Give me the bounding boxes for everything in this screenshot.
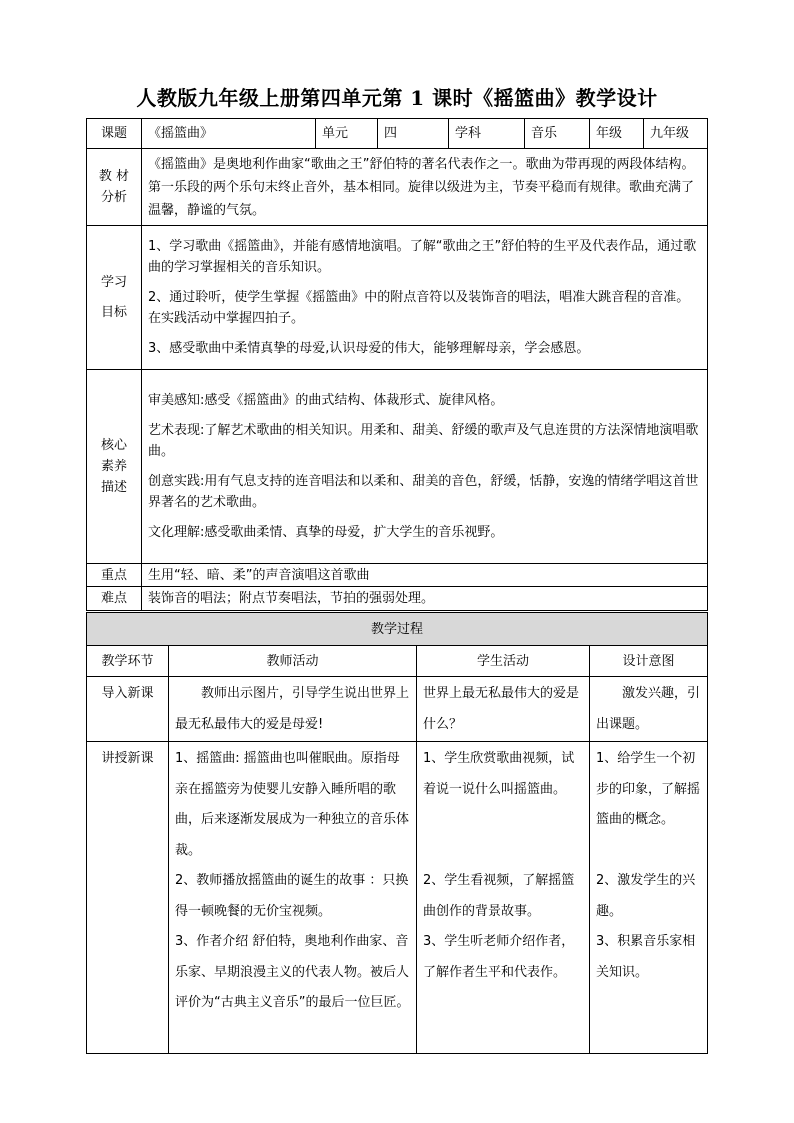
literacy-item: 审美感知:感受《摇篮曲》的曲式结构、体裁形式、旋律风格。 xyxy=(148,393,504,408)
key-point-row xyxy=(87,564,708,587)
key-point-label: 重点 xyxy=(87,564,142,587)
intro-teacher: 教师出示图片，引导学生说出世界上最无私最伟大的爱是母爱! xyxy=(169,677,417,742)
teacher-step: 3、作者介绍 舒伯特，奥地利作曲家、音乐家、早期浪漫主义的代表人物。被后人评价为“古典主义音乐”的最后一位巨匠。 xyxy=(175,934,410,1010)
intro-intent: 激发兴趣，引出课题。 xyxy=(590,677,708,742)
column-header: 教师活动 xyxy=(169,646,417,677)
objectives-label-line1: 学习 xyxy=(100,275,127,290)
subject-label: 学科 xyxy=(449,119,525,149)
student-step: 1、学生欣赏歌曲视频，试着说一说什么叫摇篮曲。 xyxy=(423,751,575,797)
teach-student-cell xyxy=(417,742,590,1054)
difficulty-label: 难点 xyxy=(87,587,142,611)
process-columns-row xyxy=(87,646,708,677)
teach-intent-cell xyxy=(590,742,708,1054)
intro-stage: 导入新课 xyxy=(87,677,169,742)
unit-value: 四 xyxy=(378,119,449,149)
info-row xyxy=(87,119,708,149)
unit-label: 单元 xyxy=(316,119,378,149)
objectives-label-line2: 目标 xyxy=(100,305,127,320)
literacy-item: 文化理解:感受歌曲柔情、真挚的母爱，扩大学生的音乐视野。 xyxy=(148,525,504,540)
literacy-item: 艺术表现:了解艺术歌曲的相关知识。用柔和、甜美、舒缓的歌声及气息连贯的方法深情地演唱歌曲。 xyxy=(148,423,699,459)
key-point-text: 生用“轻、暗、柔”的声音演唱这首歌曲 xyxy=(142,564,708,587)
student-step: 2、学生看视频，了解摇篮曲创作的背景故事。 xyxy=(423,873,575,919)
intent-step: 3、积累音乐家相关知识。 xyxy=(596,934,696,980)
literacy-label-line1: 核心 xyxy=(100,438,127,453)
subject-value: 音乐 xyxy=(525,119,590,149)
analysis-text: 《摇篮曲》是奥地利作曲家“歌曲之王”舒伯特的著名代表作之一。歌曲为带再现的两段体结构。第一乐段的两个乐句末终止音外，基本相同。旋律以级进为主，节奏平稳而有规律。歌曲充满了温馨，静谧的气氛。 xyxy=(142,149,708,226)
teaching-process-table xyxy=(86,612,708,1054)
process-heading: 教学过程 xyxy=(87,613,708,646)
literacy-cell xyxy=(142,370,708,564)
grade-label: 年级 xyxy=(590,119,644,149)
intent-step: 2、激发学生的兴趣。 xyxy=(596,873,696,919)
student-step: 3、学生听老师介绍作者，了解作者生平和代表作。 xyxy=(423,934,575,980)
lesson-value: 《摇篮曲》 xyxy=(142,119,316,149)
teach-row xyxy=(87,742,708,1054)
teach-teacher-cell xyxy=(169,742,417,1054)
literacy-row xyxy=(87,370,708,564)
column-header: 教学环节 xyxy=(87,646,169,677)
objective-item: 1、学习歌曲《摇篮曲》，并能有感情地演唱。了解“歌曲之王”舒伯特的生平及代表作品，通过歌曲的学习掌握相关的音乐知识。 xyxy=(148,239,697,275)
intent-step: 1、给学生一个初步的印象，了解摇篮曲的概念。 xyxy=(596,751,701,827)
lesson-info-table xyxy=(86,118,708,611)
teacher-step: 2、教师播放摇篮曲的诞生的故事 ：只换得一顿晚餐的无价宝视频。 xyxy=(175,873,409,919)
teacher-step: 1、摇篮曲: 摇篮曲也叫催眠曲。原指母亲在摇篮旁为使婴儿安静入睡所唱的歌曲，后来逐渐发展成为一种独立的音乐体裁。 xyxy=(175,751,410,858)
analysis-label-line2: 分析 xyxy=(100,190,127,205)
lesson-label: 课题 xyxy=(87,119,142,149)
literacy-item: 创意实践:用有气息支持的连音唱法和以柔和、甜美的音色，舒缓，恬静，安逸的情绪学唱这首世界著名的艺术歌曲。 xyxy=(148,474,699,510)
column-header: 设计意图 xyxy=(590,646,708,677)
intro-student: 世界上最无私最伟大的爱是什么？ xyxy=(417,677,590,742)
literacy-label-line3: 描述 xyxy=(100,480,127,495)
teach-stage: 讲授新课 xyxy=(87,742,169,1054)
process-heading-row xyxy=(87,613,708,646)
difficulty-text: 装饰音的唱法；附点节奏唱法，节拍的强弱处理。 xyxy=(142,587,708,611)
analysis-row xyxy=(87,149,708,226)
difficulty-row xyxy=(87,587,708,611)
document-title: 人教版九年级上册第四单元第 1 课时《摇篮曲》教学设计 xyxy=(136,86,658,110)
objective-item: 2、通过聆听，使学生掌握《摇篮曲》中的附点音符以及装饰音的唱法，唱准大跳音程的音准。在实践活动中掌握四拍子。 xyxy=(148,290,690,326)
column-header: 学生活动 xyxy=(417,646,590,677)
analysis-label-line1: 教 材 xyxy=(98,169,130,184)
objectives-row xyxy=(87,226,708,370)
analysis-label xyxy=(87,149,142,226)
literacy-label xyxy=(87,370,142,564)
intro-row xyxy=(87,677,708,742)
objectives-label xyxy=(87,226,142,370)
objective-item: 3、感受歌曲中柔情真挚的母爱,认识母爱的伟大，能够理解母亲，学会感恩。 xyxy=(148,341,590,356)
grade-value: 九年级 xyxy=(644,119,708,149)
literacy-label-line2: 素养 xyxy=(100,459,127,474)
objectives-cell xyxy=(142,226,708,370)
